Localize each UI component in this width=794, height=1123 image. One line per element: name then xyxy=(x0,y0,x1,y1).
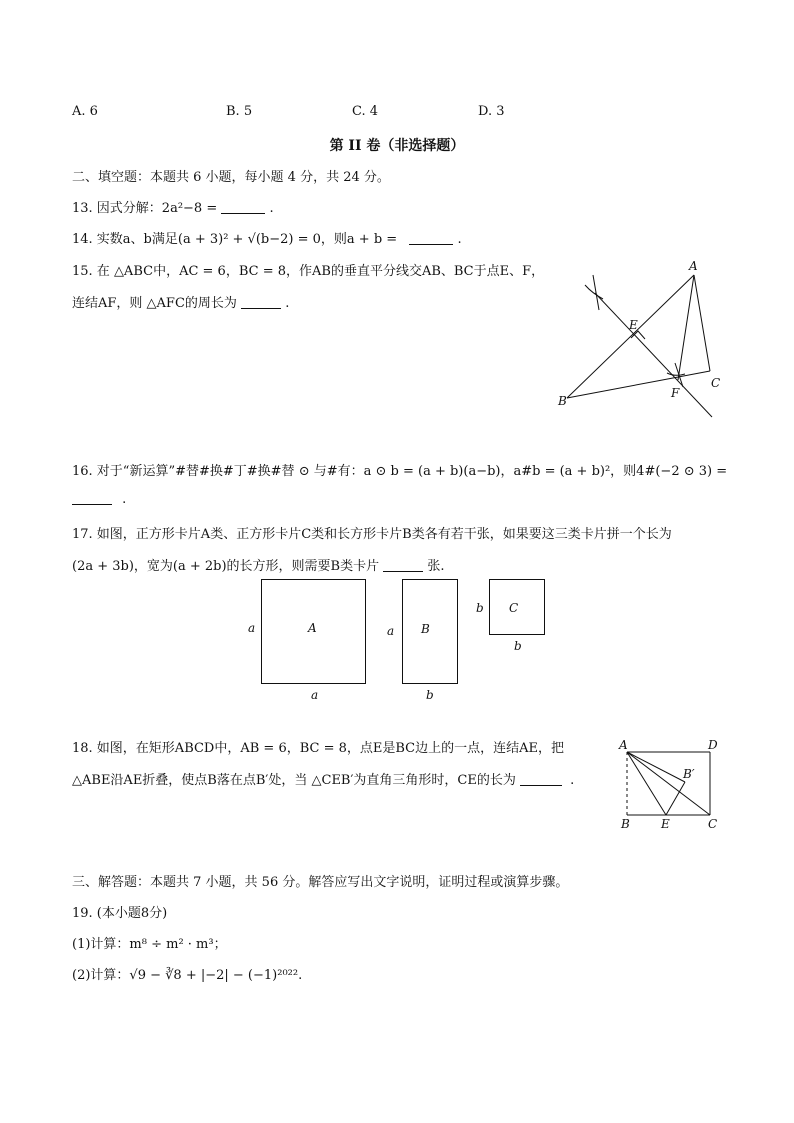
question-14 xyxy=(72,228,462,247)
label-b: B xyxy=(558,394,567,408)
section-header: 二、填空题：本题共 6 小题，每小题 4 分，共 24 分。 xyxy=(72,170,390,185)
q15-line2: 连结AF，则 △AFC的周长为 xyxy=(72,296,237,311)
label-b: B xyxy=(621,817,630,831)
rectangle-figure xyxy=(612,735,727,835)
label-e: E xyxy=(661,817,670,831)
question-16-answer xyxy=(72,492,126,507)
card-b-side-label: a xyxy=(387,624,395,638)
question-17 xyxy=(72,555,445,574)
question-13 xyxy=(72,197,274,216)
question-15 xyxy=(72,292,289,311)
answer-blank xyxy=(383,559,423,572)
q14-end: . xyxy=(457,232,462,247)
construction-arc xyxy=(585,285,603,299)
q16-line1: 16. 对于“新运算”#替#换#丁#换#替 ⊙ 与#有：a ⊙ b = (a + b)(a−b)，a#b = (a + b)²，则4#(−2 ⊙ 3) = xyxy=(72,464,728,479)
q17-line1: 17. 如图，正方形卡片A类、正方形卡片C类和长方形卡片B类各有若干张，如果要这三类卡片拼一个长为 xyxy=(72,527,672,542)
card-c-bottom-label: b xyxy=(514,639,522,653)
label-e: E xyxy=(629,318,638,332)
q19-part2: (2)计算：√9 − ∛8 + |−2| − (−1)²⁰²². xyxy=(72,968,303,983)
card-c-side-label: b xyxy=(476,601,484,615)
construction-arc xyxy=(593,275,599,310)
q17-line2b: 张. xyxy=(427,559,445,574)
segment-ac xyxy=(627,752,710,815)
answer-blank xyxy=(409,232,453,245)
q13-text: 13. 因式分解：2a²−8 = xyxy=(72,201,218,216)
card-a-bottom-label: a xyxy=(311,688,319,702)
segment-af xyxy=(678,275,694,380)
q13-end: . xyxy=(269,201,274,216)
card-b xyxy=(403,580,458,684)
segment-bc xyxy=(567,371,710,398)
card-a-label: A xyxy=(308,621,317,635)
q17-line2a: (2a + 3b)，宽为(a + 2b)的长方形，则需要B类卡片 xyxy=(72,559,380,574)
card-a-side-label: a xyxy=(248,621,256,635)
question-18 xyxy=(72,769,574,788)
section-title: 第 II 卷（非选择题） xyxy=(329,138,465,154)
q16-end: . xyxy=(122,492,127,507)
q19-title: 19. (本小题8分) xyxy=(72,906,168,921)
perpendicular-bisector xyxy=(595,293,712,417)
cards-figure xyxy=(240,575,560,705)
section3-header: 三、解答题：本题共 7 小题，共 56 分。解答应写出文字说明，证明过程或演算步骤。 xyxy=(72,875,569,890)
label-a: A xyxy=(689,259,698,273)
q14-text: 14. 实数a、b满足(a + 3)² + √(b−2) = 0，则a + b = xyxy=(72,232,398,247)
choice-d: D. 3 xyxy=(478,104,505,119)
label-a: A xyxy=(619,738,628,752)
choice-b: B. 5 xyxy=(226,104,253,119)
q18-line2: △ABE沿AE折叠，使点B落在点B′处，当 △CEB′为直角三角形时，CE的长为 xyxy=(72,773,516,788)
right-angle-mark xyxy=(631,331,645,339)
card-b-label: B xyxy=(421,622,430,636)
segment-eb-prime xyxy=(666,782,685,815)
label-c: C xyxy=(708,817,718,831)
label-c: C xyxy=(711,376,721,390)
label-f: F xyxy=(671,386,680,400)
q18-end: . xyxy=(570,773,575,788)
card-b-bottom-label: b xyxy=(426,688,434,702)
segment-ac xyxy=(694,275,710,371)
construction-arc xyxy=(667,373,685,375)
card-c-label: C xyxy=(509,601,519,615)
answer-blank xyxy=(241,296,281,309)
choice-c: C. 4 xyxy=(352,104,379,119)
q19-part1: (1)计算：m⁸ ÷ m² · m³； xyxy=(72,937,227,952)
answer-blank xyxy=(221,201,265,214)
segment-ab xyxy=(567,275,694,398)
q15-end: . xyxy=(285,296,290,311)
answer-blank xyxy=(520,773,562,786)
choice-a: A. 6 xyxy=(72,104,98,119)
label-d: D xyxy=(708,738,718,752)
segment-ae xyxy=(627,752,666,815)
answer-blank xyxy=(72,492,112,505)
triangle-figure xyxy=(555,255,735,420)
q15-line1: 15. 在 △ABC中，AC = 6，BC = 8，作AB的垂直平分线交AB、BC于点E、F， xyxy=(72,264,545,279)
q18-line1: 18. 如图，在矩形ABCD中，AB = 6，BC = 8，点E是BC边上的一点，连结AE，把 xyxy=(72,741,565,756)
label-b-prime: B′ xyxy=(683,767,695,781)
